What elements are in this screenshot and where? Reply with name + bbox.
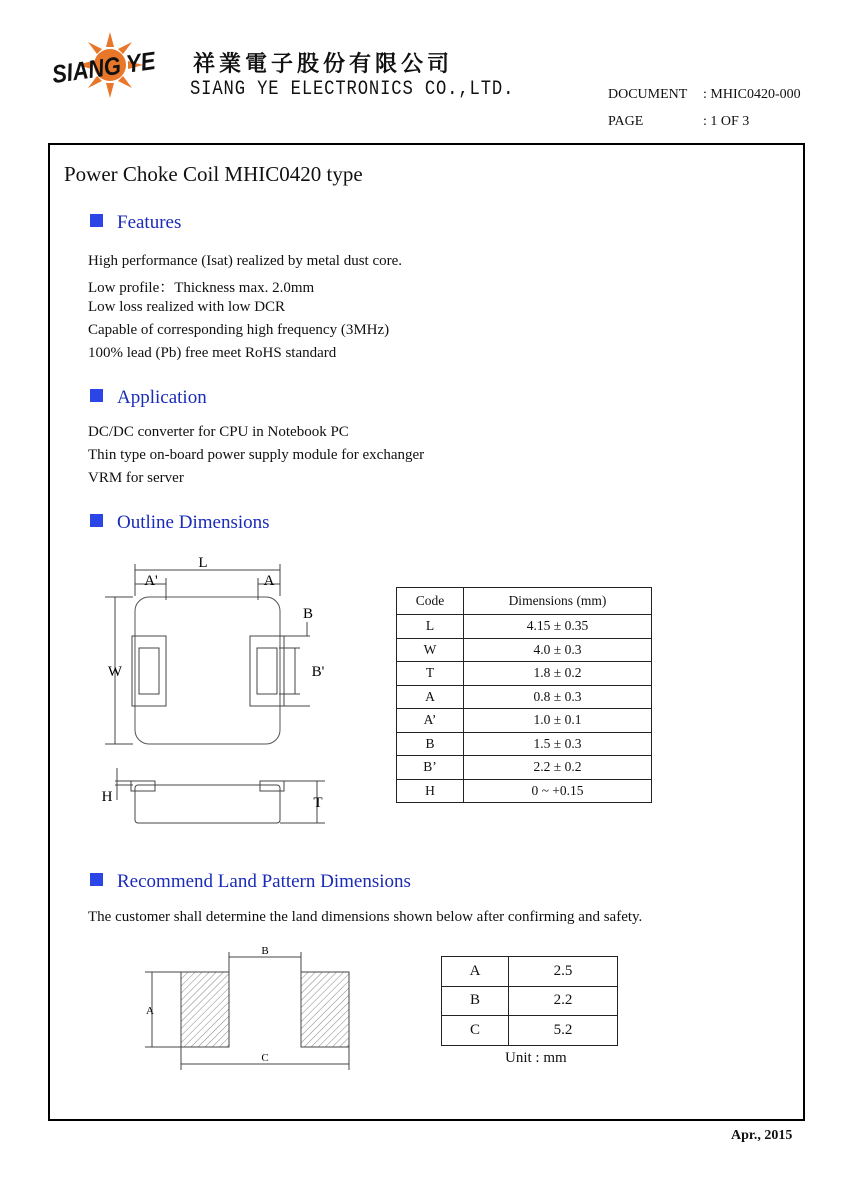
table-header-cell: Dimensions (mm) <box>464 588 652 615</box>
table-row <box>397 615 652 639</box>
dimensions-table <box>396 587 652 803</box>
table-header-cell: Code <box>397 588 464 615</box>
table-cell: 5.2 <box>509 1016 618 1046</box>
table-cell: 4.0 ± 0.3 <box>464 638 652 662</box>
table-row <box>397 732 652 756</box>
outline-heading: Outline Dimensions <box>90 512 270 534</box>
table-row <box>397 638 652 662</box>
table-cell: 0.8 ± 0.3 <box>464 685 652 709</box>
table-cell: 0 ~ +0.15 <box>464 779 652 803</box>
table-cell: A’ <box>397 709 464 733</box>
application-heading: Application <box>90 387 207 409</box>
dim-label-L: L <box>198 555 208 571</box>
table-cell: A <box>442 957 509 987</box>
table-cell: 2.2 <box>509 986 618 1016</box>
dim-label-T: T <box>313 795 323 811</box>
table-cell: B <box>397 732 464 756</box>
table-cell: 1.0 ± 0.1 <box>464 709 652 733</box>
table-row <box>442 1016 618 1046</box>
table-row <box>397 779 652 803</box>
footer-date: Apr., 2015 <box>731 1128 793 1143</box>
table-cell: W <box>397 638 464 662</box>
table-cell: L <box>397 615 464 639</box>
page-title: Power Choke Coil MHIC0420 type <box>64 162 363 186</box>
logo-text: SIANG YE <box>50 44 160 90</box>
table-row <box>397 756 652 780</box>
outline-drawing <box>95 550 335 830</box>
land-pattern-drawing <box>140 942 360 1072</box>
bullet-square-icon <box>90 514 103 527</box>
company-name-en: SIANG YE ELECTRONICS CO.,LTD. <box>190 78 515 101</box>
table-cell: A <box>397 685 464 709</box>
land-pattern-table <box>441 956 618 1046</box>
table-cell: C <box>442 1016 509 1046</box>
page-label: PAGE <box>608 114 644 129</box>
dim-label-W: W <box>107 664 123 680</box>
table-cell: B’ <box>397 756 464 780</box>
document-label: DOCUMENT <box>608 87 688 102</box>
land-pattern-heading: Recommend Land Pattern Dimensions <box>90 871 411 893</box>
table-cell: 1.5 ± 0.3 <box>464 732 652 756</box>
land-label-B: B <box>261 945 269 957</box>
bullet-square-icon <box>90 214 103 227</box>
application-item: VRM for server <box>88 470 184 486</box>
unit-label: Unit : mm <box>505 1050 567 1066</box>
table-cell: 4.15 ± 0.35 <box>464 615 652 639</box>
page-value: : 1 OF 3 <box>703 114 750 129</box>
table-row <box>397 662 652 686</box>
feature-item: Capable of corresponding high frequency (3MHz) <box>88 322 390 338</box>
table-cell: T <box>397 662 464 686</box>
table-cell: 2.5 <box>509 957 618 987</box>
document-value: : MHIC0420-000 <box>703 87 801 102</box>
table-row <box>397 685 652 709</box>
land-label-C: C <box>261 1052 269 1064</box>
dim-label-A: A <box>263 573 275 589</box>
table-header-row <box>397 588 652 615</box>
company-logo <box>48 30 160 100</box>
feature-item: 100% lead (Pb) free meet RoHS standard <box>88 345 337 361</box>
feature-item: High performance (Isat) realized by metal dust core. <box>88 253 403 269</box>
land-pattern-note: The customer shall determine the land dimensions shown below after confirming and safety. <box>88 909 643 925</box>
bullet-square-icon <box>90 389 103 402</box>
bullet-square-icon <box>90 873 103 886</box>
feature-item: Low profile：Thickness max. 2.0mm <box>88 280 315 296</box>
table-cell: 2.2 ± 0.2 <box>464 756 652 780</box>
dim-label-A1: A' <box>144 573 158 589</box>
feature-item: Low loss realized with low DCR <box>88 299 286 315</box>
features-heading: Features <box>90 212 181 234</box>
land-label-A: A <box>146 1005 154 1017</box>
table-row <box>442 986 618 1016</box>
table-cell: B <box>442 986 509 1016</box>
company-name-cn: 祥業電子股份有限公司 <box>193 51 454 77</box>
table-row <box>442 957 618 987</box>
table-row <box>397 709 652 733</box>
application-item: DC/DC converter for CPU in Notebook PC <box>88 424 349 440</box>
table-cell: 1.8 ± 0.2 <box>464 662 652 686</box>
dim-label-H: H <box>101 789 113 805</box>
dim-label-B: B <box>302 606 314 622</box>
dim-label-B1: B' <box>311 664 325 680</box>
application-item: Thin type on-board power supply module for exchanger <box>88 447 425 463</box>
table-cell: H <box>397 779 464 803</box>
